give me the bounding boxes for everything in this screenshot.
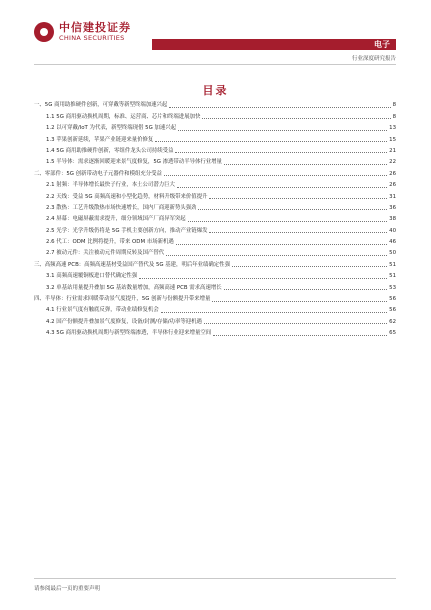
- toc-leader-dots: [204, 323, 387, 324]
- logo-english-name: CHINA SECURITIES: [59, 34, 125, 42]
- toc-leader-dots: [188, 221, 387, 222]
- toc-leader-dots: [209, 198, 387, 199]
- toc-entry-page: 46: [389, 239, 396, 246]
- toc-entry-page: 8: [392, 102, 396, 109]
- toc-entry-title: 2.4 屏幕：电磁屏蔽需求提升，细分领域国产厂商异军突起: [46, 216, 186, 223]
- toc-entry[interactable]: [34, 246, 396, 257]
- toc-entry-title: 2.3 散热：工艺升级散热市场快速增长，国内厂商迎新势头强劲: [46, 204, 197, 211]
- toc-entry[interactable]: [34, 303, 396, 314]
- header-divider: [34, 64, 396, 65]
- toc-entry[interactable]: [34, 292, 396, 303]
- toc-entry-page: 21: [389, 147, 396, 154]
- toc-entry-title: 2.5 光学：光学升级仍将是 5G 手机主要创新方向，推动产业链爆发: [46, 227, 208, 234]
- table-of-contents: [34, 98, 396, 337]
- toc-entry[interactable]: [34, 314, 396, 325]
- toc-entry-page: 40: [389, 227, 396, 234]
- toc-entry-page: 56: [389, 307, 396, 314]
- toc-leader-dots: [175, 152, 387, 153]
- toc-leader-dots: [178, 130, 387, 131]
- toc-leader-dots: [209, 232, 387, 233]
- logo-emblem-icon: [34, 22, 54, 42]
- toc-entry[interactable]: [34, 109, 396, 120]
- toc-leader-dots: [198, 209, 387, 210]
- toc-entry-title: 4.1 行业景气度有触底反弹，带动业绩修复机会: [46, 307, 159, 314]
- toc-entry-page: 50: [389, 250, 396, 257]
- toc-entry-title: 二、零部件：5G 创新带动电子元器件和模组充分受益: [34, 170, 162, 177]
- toc-entry-title: 4.3 5G 商用驱动换机周期与新型终端渗透，半导体行业迎来增量空间: [46, 330, 212, 337]
- toc-entry-page: 56: [389, 296, 396, 303]
- toc-entry-page: 31: [389, 193, 396, 200]
- footer-divider: [34, 578, 396, 579]
- toc-entry[interactable]: [34, 212, 396, 223]
- toc-entry-title: 3.2 单基站用量提升叠加 5G 基站数量增加，高频高速 PCB 需求高速增长: [46, 284, 222, 291]
- toc-entry-page: 65: [389, 330, 396, 337]
- logo-chinese-name: 中信建投证券: [59, 21, 131, 34]
- toc-entry-title: 3.1 高频高速覆铜板进口替代确定性强: [46, 273, 138, 280]
- toc-entry-page: 13: [389, 125, 396, 132]
- toc-entry[interactable]: [34, 235, 396, 246]
- toc-entry[interactable]: [34, 189, 396, 200]
- toc-entry-title: 1.2 以可穿戴/IoT 为代表，新型终端现借 5G 加速兴起: [46, 125, 177, 132]
- toc-leader-dots: [202, 118, 390, 119]
- toc-entry[interactable]: [34, 132, 396, 143]
- toc-leader-dots: [169, 107, 390, 108]
- toc-entry[interactable]: [34, 223, 396, 234]
- toc-entry-page: 26: [389, 170, 396, 177]
- toc-entry-title: 1.3 苹果创新延续，苹果产业链迎来量价修复: [46, 136, 154, 143]
- toc-leader-dots: [176, 244, 387, 245]
- sector-label: 电子: [374, 40, 390, 49]
- toc-leader-dots: [166, 255, 387, 256]
- footer-disclaimer: 请参阅最后一页的重要声明: [34, 586, 101, 592]
- report-type: 行业深度研究报告: [351, 56, 396, 62]
- toc-entry-page: 51: [389, 273, 396, 280]
- toc-entry-page: 51: [389, 261, 396, 268]
- toc-entry-title: 2.2 天线：受益 5G 高频高速和小型化趋势，材料升级带来价值提升: [46, 193, 208, 200]
- toc-entry[interactable]: [34, 166, 396, 177]
- toc-leader-dots: [155, 141, 387, 142]
- toc-entry[interactable]: [34, 155, 396, 166]
- toc-entry-page: 62: [389, 318, 396, 325]
- toc-entry[interactable]: [34, 280, 396, 291]
- toc-entry[interactable]: [34, 121, 396, 132]
- toc-leader-dots: [213, 335, 387, 336]
- toc-entry-page: 15: [389, 136, 396, 143]
- toc-entry-page: 22: [389, 159, 396, 166]
- toc-leader-dots: [232, 266, 387, 267]
- company-logo: [34, 21, 131, 42]
- toc-entry[interactable]: [34, 257, 396, 268]
- toc-entry-title: 1.4 5G 商用助推硬件创新，零组件龙头公司持续受益: [46, 147, 174, 154]
- toc-leader-dots: [164, 175, 387, 176]
- toc-entry-page: 8: [392, 113, 396, 120]
- toc-entry[interactable]: [34, 201, 396, 212]
- toc-entry-title: 四、半导体：行业需求回暖带动景气度提升，5G 创新与份额提升带来增量: [34, 296, 211, 303]
- toc-title: 目录: [202, 84, 229, 97]
- toc-leader-dots: [224, 164, 387, 165]
- toc-leader-dots: [139, 278, 387, 279]
- toc-entry-page: 38: [389, 216, 396, 223]
- toc-leader-dots: [161, 312, 387, 313]
- toc-entry-title: 2.6 代工：ODM 比例将提升，带来 ODM 市场新机遇: [46, 239, 174, 246]
- toc-entry-title: 1.1 5G 商用驱动换机周期，标准、运营商、芯片和终端进展加快: [46, 113, 201, 120]
- toc-entry-page: 26: [389, 182, 396, 189]
- toc-entry[interactable]: [34, 326, 396, 337]
- toc-entry-title: 4.2 国产份额提升叠加景气度修复，设备/封测/存储/功率等迎机遇: [46, 318, 202, 325]
- toc-entry-title: 1.5 半导体：需求逐渐回暖迎来景气度修复，5G 渗透带动半导体行业增量: [46, 159, 222, 166]
- toc-entry[interactable]: [34, 178, 396, 189]
- toc-leader-dots: [177, 187, 387, 188]
- toc-entry-title: 三、高频高速 PCB：高频高速基材受益国产替代及 5G 基建，明后年业绩确定性强: [34, 261, 230, 268]
- toc-entry-title: 2.1 射频：半导体增长最快子行业，本土公司潜力巨大: [46, 182, 175, 189]
- toc-entry[interactable]: [34, 98, 396, 109]
- toc-entry[interactable]: [34, 144, 396, 155]
- toc-entry-page: 36: [389, 204, 396, 211]
- sector-banner: [152, 39, 396, 50]
- toc-entry-page: 53: [389, 284, 396, 291]
- toc-leader-dots: [212, 301, 387, 302]
- toc-entry[interactable]: [34, 269, 396, 280]
- toc-entry-title: 2.7 被动元件：关注被动元件周期反转及国产替代: [46, 250, 165, 257]
- toc-leader-dots: [224, 289, 388, 290]
- toc-entry-title: 一、5G 商用助推硬件创新，可穿戴等新型终端加速兴起: [34, 102, 168, 109]
